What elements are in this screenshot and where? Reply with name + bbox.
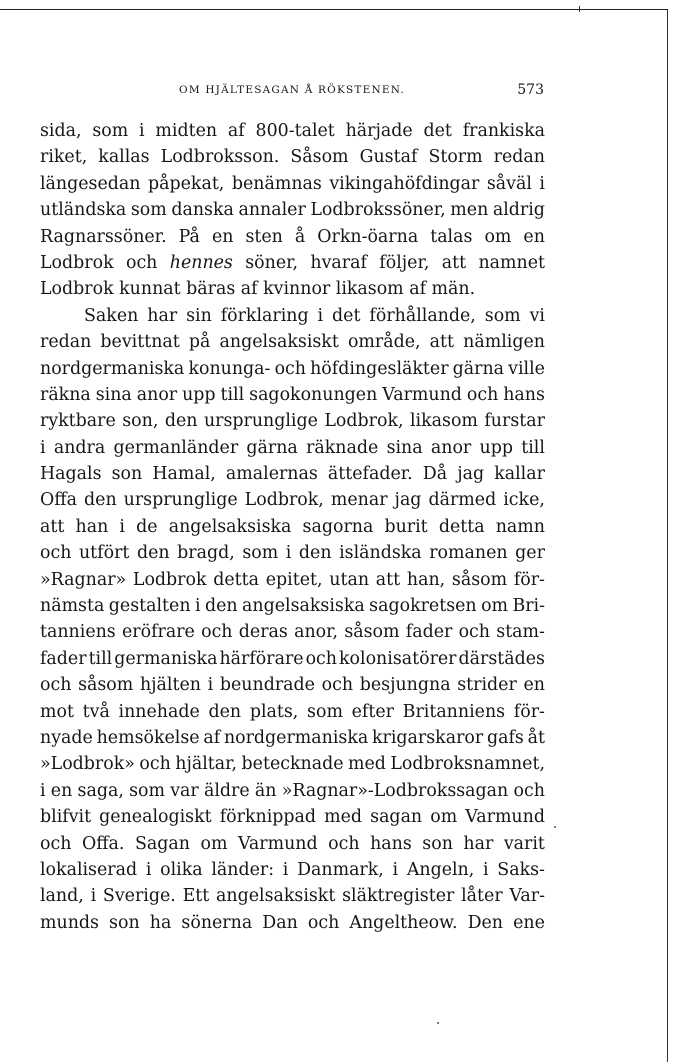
page-number: 573: [517, 82, 544, 98]
text-line: ryktbare son, den ursprunglige Lodbrok, likasom furstar: [40, 411, 545, 432]
text-line: fader till germaniska härförare och kolonisatörer därstädes: [40, 648, 545, 669]
text-line: och Offa. Sagan om Varmund och hans son har varit: [40, 833, 545, 854]
text-line: sida, som i midten af 800-talet härjade det frankiska: [40, 121, 545, 141]
text-line: Offa den ursprunglige Lodbrok, menar jag därmed icke,: [40, 490, 545, 511]
text-line: land, i Sverige. Ett angelsaksiskt släktregister låter Var-: [40, 886, 545, 907]
scan-mark: [579, 6, 580, 12]
text-line: »Lodbrok» och hjältar, betecknade med Lodbroksnamnet,: [40, 754, 545, 775]
scan-speck: [437, 1022, 439, 1024]
page-header: [40, 84, 544, 104]
text-line: Ragnarssöner. På en sten å Orkn-öarna talas om en: [40, 226, 545, 247]
text-line: i en saga, som var äldre än »Ragnar»-Lodbrokssagan och: [40, 780, 545, 801]
text-line: att han i de angelsaksiska sagorna burit detta namn: [40, 516, 545, 537]
text-line: mot två innehade den plats, som efter Britanniens för-: [40, 701, 545, 722]
text-line: nordgermaniska konunga- och höfdingesläkter gärna ville: [40, 358, 545, 379]
text-line: Saken har sin förklaring i det förhållande, som vi: [84, 305, 545, 326]
italic-word: hennes: [169, 252, 233, 273]
text-line: och utfört den bragd, som i den isländska romanen ger: [40, 543, 545, 564]
text-line: tanniens eröfrare och deras anor, såsom fader och stam-: [40, 622, 545, 643]
running-title: OM HJÄLTESAGAN Å RÖKSTENEN.: [179, 84, 405, 96]
text-line: utländska som danska annaler Lodbrokssöner, men aldrig: [40, 200, 545, 221]
text-line: riket, kallas Lodbroksson. Såsom Gustaf Storm redan: [40, 147, 545, 168]
text-line: »Ragnar» Lodbrok detta epitet, utan att han, såsom för-: [40, 569, 545, 590]
text-line: Lodbrok kunnat bäras af kvinnor likasom af män.: [40, 279, 476, 300]
text-line: längesedan påpekat, benämnas vikingahöfdingar såväl i: [40, 173, 545, 194]
text-line: nyade hemsökelse af nordgermaniska krigarskaror gafs åt: [40, 727, 545, 748]
scan-right-edge: [667, 10, 668, 1062]
text-line: munds son ha sönerna Dan och Angeltheow. Den ene: [40, 912, 545, 933]
text-line: lokaliserad i olika länder: i Danmark, i Angeln, i Saks-: [40, 859, 545, 880]
text-line: nämsta gestalten i den angelsaksiska sagokretsen om Bri-: [40, 596, 545, 617]
text-line: Hagals son Hamal, amalernas ättefader. Då jag kallar: [40, 464, 545, 485]
text-line: och såsom hjälten i beundrade och besjungna strider en: [40, 675, 545, 696]
text-line: redan bevittnat på angelsaksiskt område, att nämligen: [40, 332, 545, 353]
text-line: blifvit genealogiskt förknippad med sagan om Varmund: [40, 807, 545, 828]
body-text: [40, 118, 545, 936]
scan-top-edge: [0, 9, 668, 10]
scan-speck: [554, 826, 556, 828]
text-line: Lodbrok och hennes söner, hvaraf följer, att namnet: [40, 252, 545, 273]
text-line: räkna sina anor upp till sagokonungen Varmund och hans: [40, 384, 545, 405]
text-line: i andra germanländer gärna räknade sina anor upp till: [40, 437, 545, 458]
